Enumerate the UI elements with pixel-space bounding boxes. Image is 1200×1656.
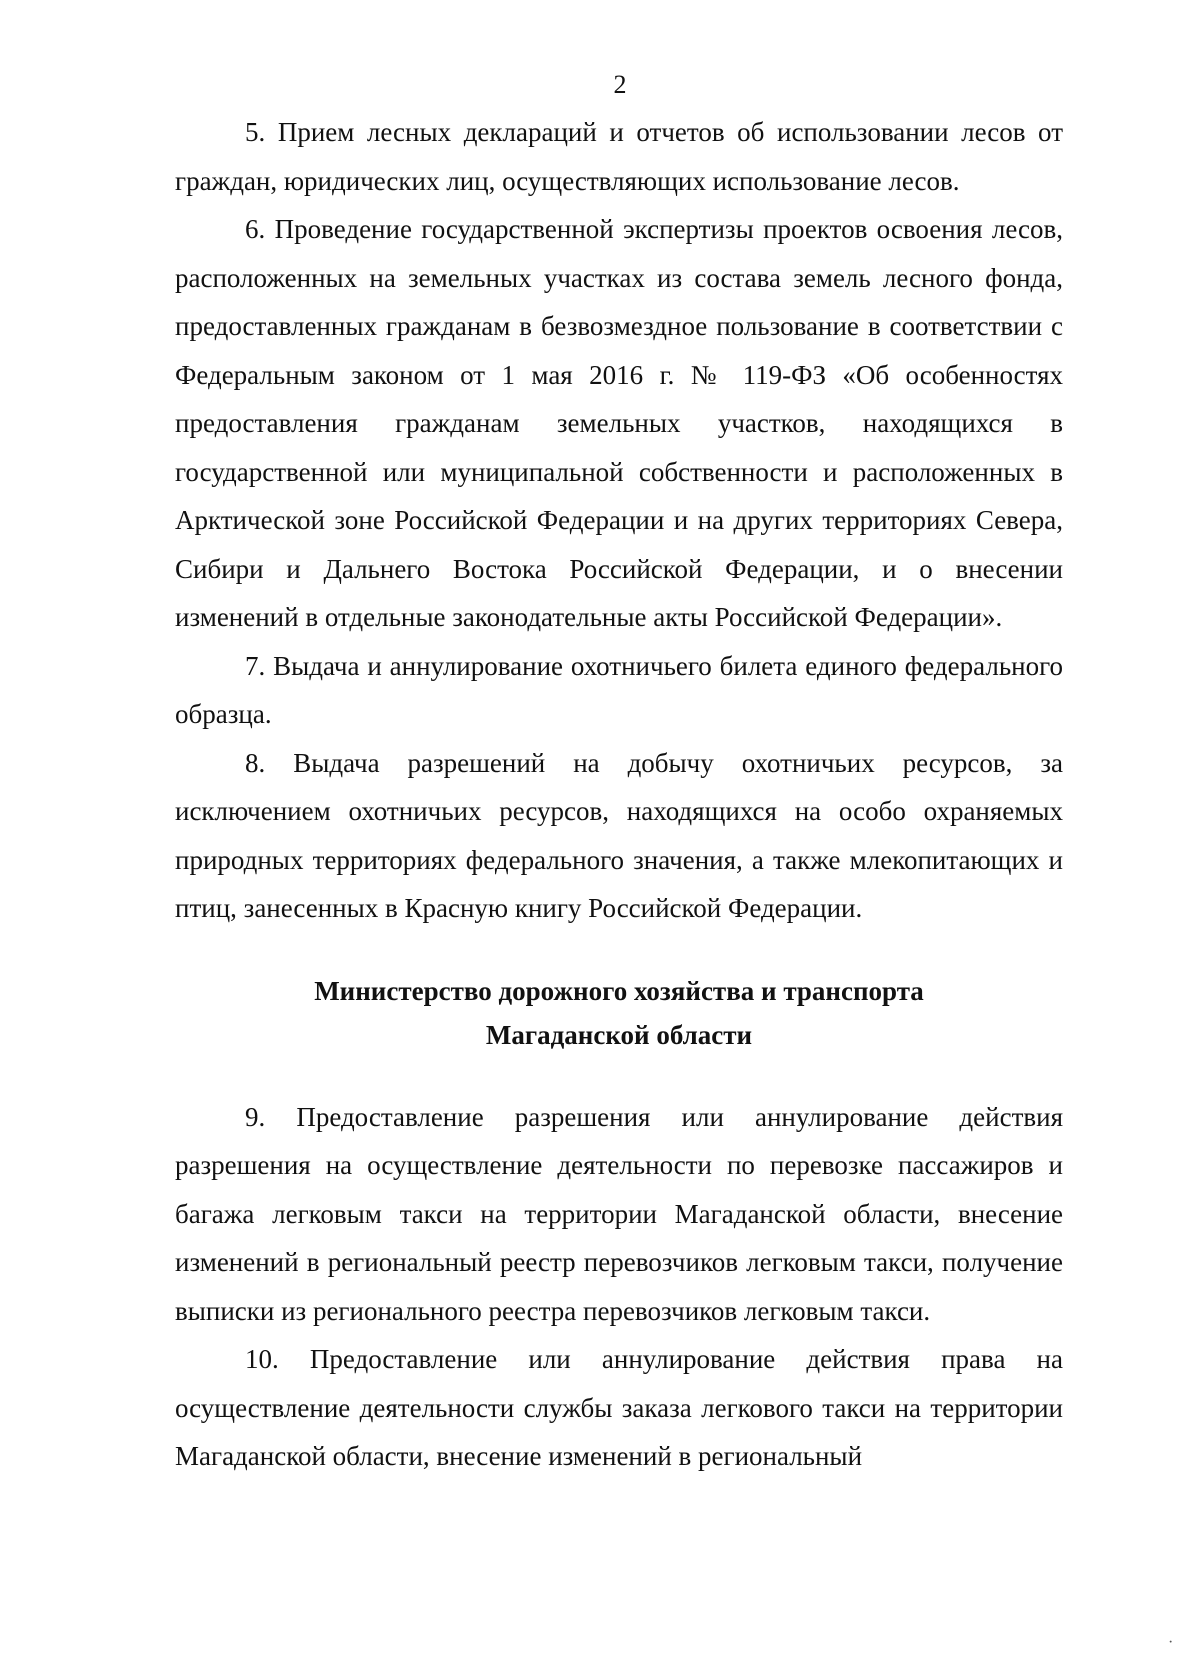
paragraph-item-8: 8. Выдача разрешений на добычу охотничьих ресурсов, за исключением охотничьих ресурсов, находящихся на особо охраняемых природных территориях федерального значения, а также млекопитающих и птиц, занесенных в Красную книгу Российской Федерации. [175,747,1063,923]
scan-speck: · [1168,1634,1174,1651]
paragraph-item-6: 6. Проведение государственной экспертизы проектов освоения лесов, расположенных на земельных участках из состава земель лесного фонда, предоставленных гражданам в безвозмездное пользование в соответствии с Федеральным законом от 1 мая 2016 г. № 119-ФЗ «Об особенностях предоставления гражданам земельных участков, находящихся в государственной или муниципальной собственности и расположенных в Арктической зоне Российской Федерации и на других территориях Севера, Сибири и Дальнего Востока Российской Федерации, и о внесении изменений в отдельные законодательные акты Российской Федерации». [175,214,1063,632]
section-heading [175,969,1063,1057]
paragraph-item-7: 7. Выдача и аннулирование охотничьего билета единого федерального образца. [175,650,1063,729]
page-number: 2 [613,70,627,99]
section-heading-line-1: Министерство дорожного хозяйства и транспорта [314,975,924,1006]
document-body [175,108,1063,1481]
section-heading-line-2: Магаданской области [485,1019,753,1050]
paragraph-item-10: 10. Предоставление или аннулирование действия права на осуществление деятельности службы заказа легкового такси на территории Магаданской области, внесение изменений в региональный [175,1344,1063,1471]
paragraph-item-9: 9. Предоставление разрешения или аннулирование действия разрешения на осуществление деятельности по перевозке пассажиров и багажа легковым такси на территории Магаданской области, внесение изменений в региональный реестр перевозчиков легковым такси, получение выписки из регионального реестра перевозчиков легковым такси. [175,1101,1063,1326]
paragraph-item-5: 5. Прием лесных деклараций и отчетов об использовании лесов от граждан, юридических лиц, осуществляющих использование лесов. [175,117,1063,196]
